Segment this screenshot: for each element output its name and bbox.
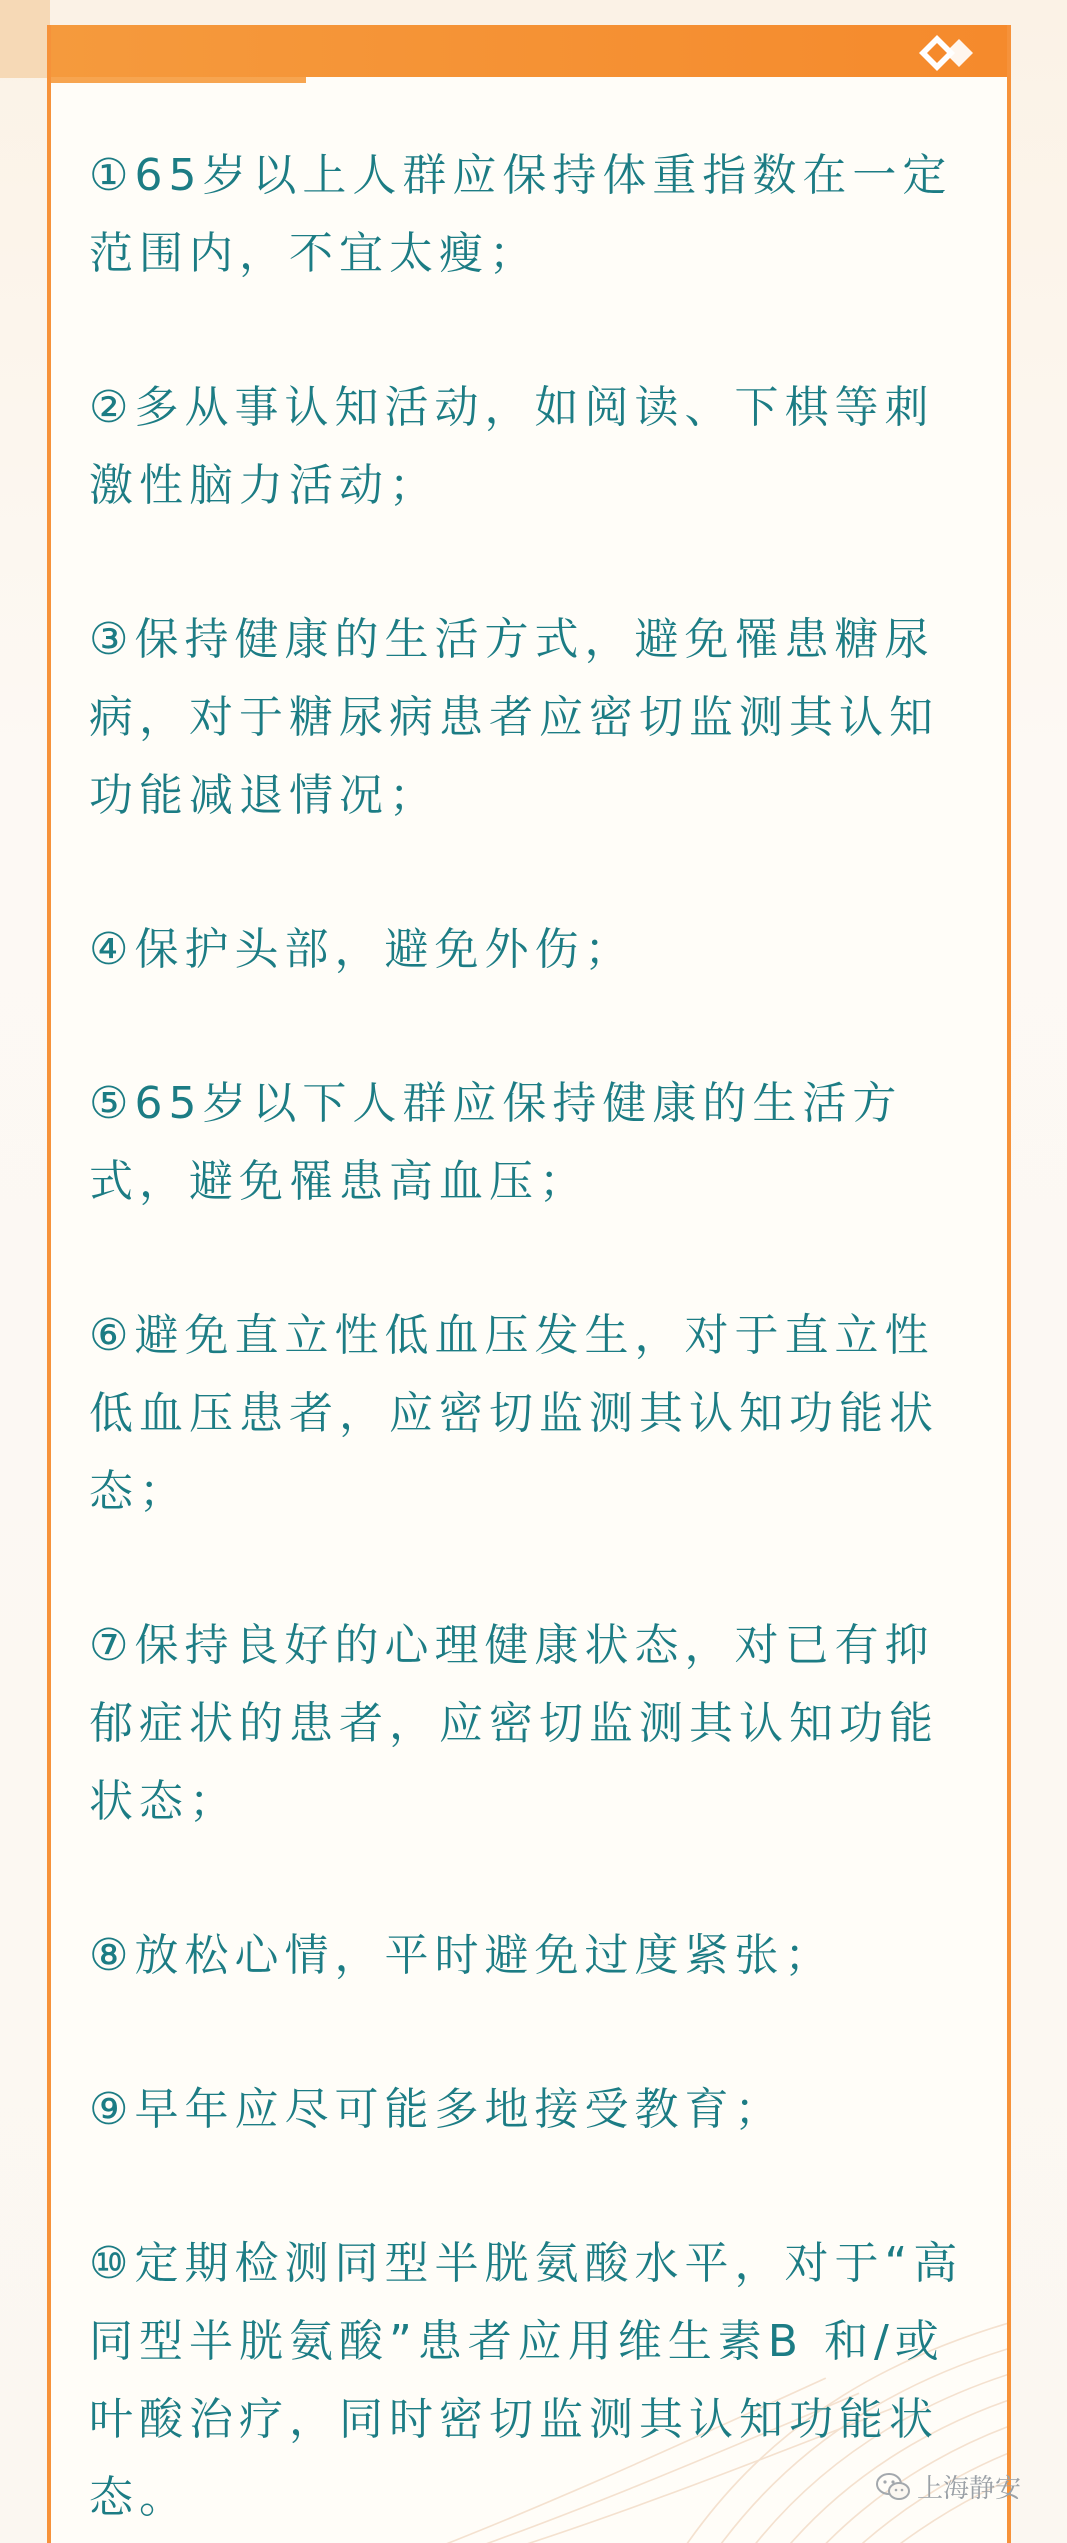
list-item: ⑩定期检测同型半胱氨酸水平，对于“高同型半胱氨酸”患者应用维生素B 和/或叶酸治疗，同时密切监测其认知功能状态。 — [89, 2238, 964, 2523]
list-item: ⑥避免直立性低血压发生，对于直立性低血压患者，应密切监测其认知功能状态； — [89, 1310, 939, 1517]
list-item: ⑨早年应尽可能多地接受教育； — [89, 2084, 785, 2135]
watermark-text: 上海静安 — [916, 2474, 1021, 2504]
advice-list — [89, 137, 969, 2537]
watermark — [875, 2468, 1021, 2505]
wechat-icon — [875, 2472, 911, 2502]
list-item: ⑦保持良好的心理健康状态，对已有抑郁症状的患者，应密切监测其认知功能状态； — [89, 1620, 939, 1827]
card-header-bar — [51, 25, 1007, 77]
header-underline — [51, 77, 306, 83]
list-item: ③保持健康的生活方式，避免罹患糖尿病，对于糖尿病患者应密切监测其认知功能减退情况； — [89, 614, 939, 821]
list-item: ⑧放松心情，平时避免过度紧张； — [89, 1930, 835, 1981]
content-card — [47, 25, 1011, 2543]
list-item: ②多从事认知活动，如阅读、下棋等刺激性脑力活动； — [89, 382, 935, 511]
list-item: ①65岁以上人群应保持体重指数在一定范围内，不宜太瘦； — [89, 150, 953, 279]
header-corner-tab — [0, 0, 50, 78]
diamond-logo-icon — [917, 33, 981, 73]
list-item: ⑤65岁以下人群应保持健康的生活方式，避免罹患高血压； — [89, 1078, 903, 1207]
list-item: ④保护头部，避免外伤； — [89, 924, 635, 975]
